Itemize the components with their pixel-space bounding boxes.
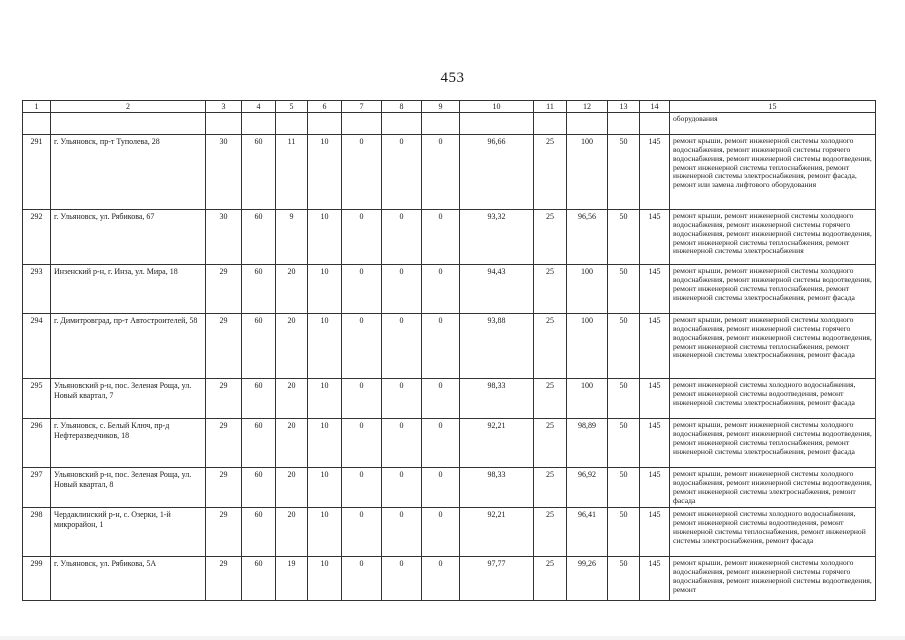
col-3-value: 29: [206, 468, 242, 508]
col-9-value: 0: [422, 557, 460, 601]
column-header: 10: [460, 101, 534, 113]
table-row: [23, 419, 876, 468]
col-10-value: 97,77: [460, 557, 534, 601]
row-number: 299: [23, 557, 51, 601]
table-row: [23, 135, 876, 210]
page-number: 453: [440, 70, 465, 86]
col-11-value: 25: [534, 508, 567, 557]
column-header: 12: [567, 101, 608, 113]
column-header: 15: [670, 101, 876, 113]
continuation-text: оборудования: [670, 113, 876, 135]
row-number: 293: [23, 265, 51, 314]
col-3-value: 29: [206, 557, 242, 601]
works-cell: ремонт крыши, ремонт инженерной системы холодного водоснабжения, ремонт инженерной системы горячего водоснабжения, ремонт инженерной системы водоотведения, ремонт инженерной системы теплоснабжения, ремонт инженерной системы электроснабжения, ремонт фасада: [670, 314, 876, 379]
col-7-value: 0: [342, 135, 382, 210]
column-number-row: [23, 101, 876, 113]
col-3-value: 30: [206, 210, 242, 265]
col-12-value: 96,56: [567, 210, 608, 265]
col-8-value: 0: [382, 210, 422, 265]
column-header: 4: [242, 101, 276, 113]
col-9-value: 0: [422, 419, 460, 468]
col-5-value: 20: [276, 379, 308, 419]
col-7-value: 0: [342, 557, 382, 601]
col-10-value: 93,88: [460, 314, 534, 379]
table-row: [23, 379, 876, 419]
col-9-value: 0: [422, 314, 460, 379]
works-cell: ремонт крыши, ремонт инженерной системы холодного водоснабжения, ремонт инженерной системы водоотведения, ремонт инженерной системы теплоснабжения, ремонт инженерной системы электроснабжения, ремонт фасада: [670, 265, 876, 314]
col-3-value: 29: [206, 508, 242, 557]
col-5-value: 11: [276, 135, 308, 210]
col-13-value: 50: [608, 314, 640, 379]
col-10-value: 98,33: [460, 379, 534, 419]
col-8-value: 0: [382, 419, 422, 468]
col-11-value: 25: [534, 557, 567, 601]
col-7-value: 0: [342, 265, 382, 314]
col-10-value: 96,66: [460, 135, 534, 210]
works-cell: ремонт крыши, ремонт инженерной системы холодного водоснабжения, ремонт инженерной системы горячего водоснабжения, ремонт инженерной системы водоотведения, ремонт инженерной системы теплоснабжения, ремонт инженерной системы электроснабжения, ремонт фасада, ремонт или замена лифтового оборудования: [670, 135, 876, 210]
column-header: 7: [342, 101, 382, 113]
col-6-value: 10: [308, 265, 342, 314]
col-14-value: 145: [640, 135, 670, 210]
works-cell: ремонт крыши, ремонт инженерной системы холодного водоснабжения, ремонт инженерной системы водоотведения, ремонт инженерной системы теплоснабжения, ремонт инженерной системы электроснабжения, ремонт фасада: [670, 419, 876, 468]
col-11-value: 25: [534, 468, 567, 508]
col-9-value: 0: [422, 135, 460, 210]
col-12-value: 100: [567, 314, 608, 379]
row-number: 292: [23, 210, 51, 265]
column-header: 11: [534, 101, 567, 113]
col-14-value: 145: [640, 210, 670, 265]
col-7-value: 0: [342, 314, 382, 379]
column-header: 13: [608, 101, 640, 113]
col-6-value: 10: [308, 508, 342, 557]
table-row: [23, 508, 876, 557]
table-row: [23, 557, 876, 601]
col-4-value: 60: [242, 135, 276, 210]
col-8-value: 0: [382, 265, 422, 314]
col-11-value: 25: [534, 210, 567, 265]
col-12-value: 96,92: [567, 468, 608, 508]
address-cell: г. Ульяновск, с. Белый Ключ, пр-д Нефтеразведчиков, 18: [51, 419, 206, 468]
column-header: 1: [23, 101, 51, 113]
col-12-value: 100: [567, 379, 608, 419]
col-8-value: 0: [382, 314, 422, 379]
col-5-value: 9: [276, 210, 308, 265]
col-4-value: 60: [242, 508, 276, 557]
col-4-value: 60: [242, 419, 276, 468]
col-9-value: 0: [422, 265, 460, 314]
col-12-value: 99,26: [567, 557, 608, 601]
continuation-row: [23, 113, 876, 135]
col-9-value: 0: [422, 508, 460, 557]
table-row: [23, 210, 876, 265]
col-10-value: 92,21: [460, 419, 534, 468]
col-9-value: 0: [422, 468, 460, 508]
col-6-value: 10: [308, 468, 342, 508]
row-number: 298: [23, 508, 51, 557]
col-4-value: 60: [242, 468, 276, 508]
col-11-value: 25: [534, 379, 567, 419]
col-13-value: 50: [608, 468, 640, 508]
address-cell: Ульяновский р-н, пос. Зеленая Роща, ул. Новый квартал, 7: [51, 379, 206, 419]
col-10-value: 94,43: [460, 265, 534, 314]
works-cell: ремонт крыши, ремонт инженерной системы холодного водоснабжения, ремонт инженерной системы горячего водоснабжения, ремонт инженерной системы водоотведения, ремонт инженерной системы теплоснабжения, ремонт инженерной системы электроснабжения: [670, 210, 876, 265]
column-header: 2: [51, 101, 206, 113]
col-5-value: 20: [276, 468, 308, 508]
col-13-value: 50: [608, 210, 640, 265]
col-6-value: 10: [308, 210, 342, 265]
col-12-value: 96,41: [567, 508, 608, 557]
col-8-value: 0: [382, 135, 422, 210]
col-7-value: 0: [342, 468, 382, 508]
col-4-value: 60: [242, 265, 276, 314]
col-4-value: 60: [242, 314, 276, 379]
address-cell: Ульяновский р-н, пос. Зеленая Роща, ул. Новый квартал, 8: [51, 468, 206, 508]
column-header: 14: [640, 101, 670, 113]
works-cell: ремонт инженерной системы холодного водоснабжения, ремонт инженерной системы водоотведения, ремонт инженерной системы теплоснабжения, ремонт инженерной системы электроснабжения, ремонт фасада: [670, 508, 876, 557]
col-8-value: 0: [382, 508, 422, 557]
col-3-value: 29: [206, 314, 242, 379]
col-5-value: 20: [276, 314, 308, 379]
col-10-value: 98,33: [460, 468, 534, 508]
col-3-value: 30: [206, 135, 242, 210]
address-cell: г. Димитровград, пр-т Автостроителей, 58: [51, 314, 206, 379]
col-4-value: 60: [242, 557, 276, 601]
col-8-value: 0: [382, 468, 422, 508]
col-13-value: 50: [608, 508, 640, 557]
address-cell: Чердаклинский р-н, с. Озерки, 1-й микрорайон, 1: [51, 508, 206, 557]
col-6-value: 10: [308, 557, 342, 601]
col-12-value: 100: [567, 265, 608, 314]
col-14-value: 145: [640, 508, 670, 557]
col-12-value: 98,89: [567, 419, 608, 468]
col-6-value: 10: [308, 314, 342, 379]
col-9-value: 0: [422, 379, 460, 419]
col-13-value: 50: [608, 379, 640, 419]
works-cell: ремонт инженерной системы холодного водоснабжения, ремонт инженерной системы водоотведения, ремонт инженерной системы электроснабжения, ремонт фасада: [670, 379, 876, 419]
row-number: 294: [23, 314, 51, 379]
col-11-value: 25: [534, 314, 567, 379]
col-13-value: 50: [608, 135, 640, 210]
col-13-value: 50: [608, 557, 640, 601]
col-3-value: 29: [206, 265, 242, 314]
row-number: 296: [23, 419, 51, 468]
col-5-value: 19: [276, 557, 308, 601]
col-5-value: 20: [276, 508, 308, 557]
col-14-value: 145: [640, 314, 670, 379]
works-cell: ремонт крыши, ремонт инженерной системы холодного водоснабжения, ремонт инженерной системы водоотведения, ремонт инженерной системы электроснабжения, ремонт фасада: [670, 468, 876, 508]
col-14-value: 145: [640, 265, 670, 314]
col-7-value: 0: [342, 379, 382, 419]
col-7-value: 0: [342, 508, 382, 557]
works-cell: ремонт крыши, ремонт инженерной системы холодного водоснабжения, ремонт инженерной системы горячего водоснабжения, ремонт инженерной системы водоотведения, ремонт: [670, 557, 876, 601]
column-header: 6: [308, 101, 342, 113]
col-4-value: 60: [242, 379, 276, 419]
scan-bottom-edge: [0, 636, 905, 640]
column-header: 8: [382, 101, 422, 113]
column-header: 5: [276, 101, 308, 113]
col-10-value: 93,32: [460, 210, 534, 265]
col-12-value: 100: [567, 135, 608, 210]
col-10-value: 92,21: [460, 508, 534, 557]
repair-program-table: [22, 100, 876, 601]
col-14-value: 145: [640, 419, 670, 468]
row-number: 297: [23, 468, 51, 508]
col-5-value: 20: [276, 419, 308, 468]
col-11-value: 25: [534, 265, 567, 314]
col-6-value: 10: [308, 419, 342, 468]
col-9-value: 0: [422, 210, 460, 265]
col-13-value: 50: [608, 419, 640, 468]
col-7-value: 0: [342, 210, 382, 265]
table-row: [23, 314, 876, 379]
col-5-value: 20: [276, 265, 308, 314]
row-number: 295: [23, 379, 51, 419]
col-13-value: 50: [608, 265, 640, 314]
col-4-value: 60: [242, 210, 276, 265]
col-3-value: 29: [206, 419, 242, 468]
col-14-value: 145: [640, 557, 670, 601]
col-14-value: 145: [640, 468, 670, 508]
address-cell: г. Ульяновск, пр-т Туполева, 28: [51, 135, 206, 210]
col-7-value: 0: [342, 419, 382, 468]
row-number: 291: [23, 135, 51, 210]
col-8-value: 0: [382, 379, 422, 419]
address-cell: г. Ульяновск, ул. Рябикова, 5А: [51, 557, 206, 601]
col-14-value: 145: [640, 379, 670, 419]
col-11-value: 25: [534, 135, 567, 210]
col-6-value: 10: [308, 135, 342, 210]
column-header: 3: [206, 101, 242, 113]
address-cell: Инзенский р-н, г. Инза, ул. Мира, 18: [51, 265, 206, 314]
table-row: [23, 468, 876, 508]
col-8-value: 0: [382, 557, 422, 601]
col-11-value: 25: [534, 419, 567, 468]
col-6-value: 10: [308, 379, 342, 419]
table-row: [23, 265, 876, 314]
column-header: 9: [422, 101, 460, 113]
address-cell: г. Ульяновск, ул. Рябикова, 67: [51, 210, 206, 265]
col-3-value: 29: [206, 379, 242, 419]
